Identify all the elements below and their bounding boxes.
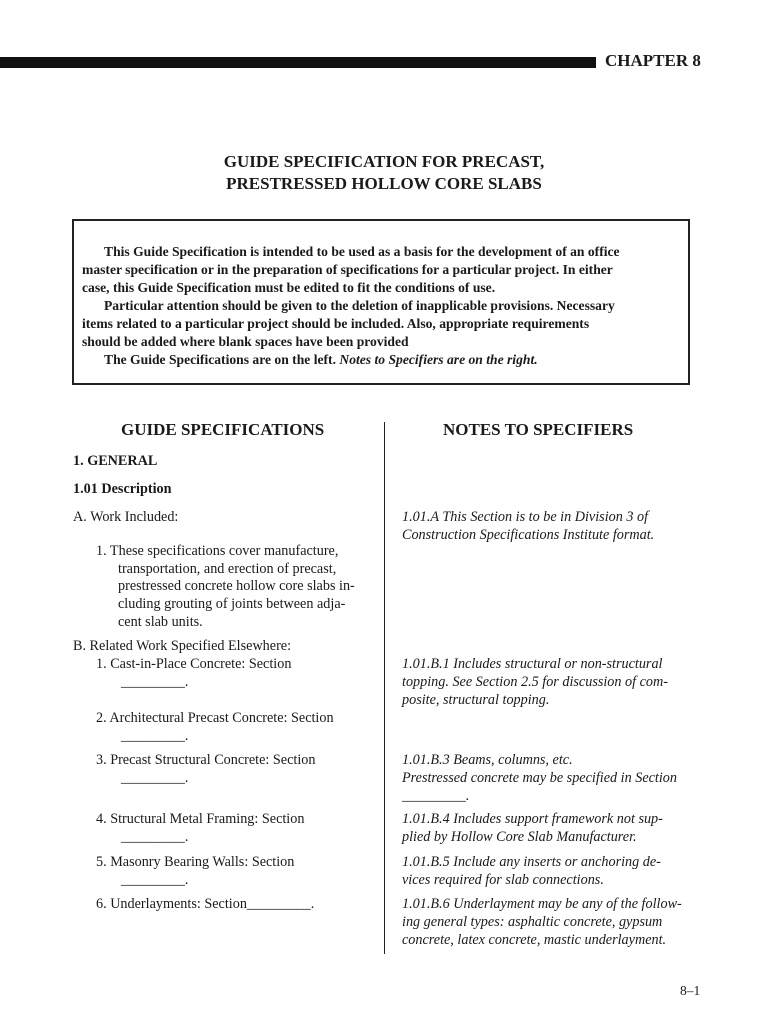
note-1-01a-line2: Construction Specifications Institute format.	[402, 527, 655, 543]
note-1-01b1-line2: topping. See Section 2.5 for discussion of com-	[402, 674, 668, 690]
note-1-01b3-line3: _________.	[402, 788, 470, 804]
intro-p2-line1: Particular attention should be given to the deletion of inapplicable provisions. Necessary	[104, 298, 615, 313]
intro-p2-line3: should be added where blank spaces have been provided	[82, 334, 409, 349]
chapter-rule	[0, 57, 596, 68]
chapter-label: CHAPTER 8	[605, 51, 701, 70]
intro-p1-line3: case, this Guide Specification must be edited to fit the conditions of use.	[82, 280, 496, 295]
note-1-01b5-line1: 1.01.B.5 Include any inserts or anchoring de-	[402, 854, 661, 870]
note-1-01b6-line1: 1.01.B.6 Underlayment may be any of the follow-	[402, 896, 682, 912]
title-line-2: PRESTRESSED HOLLOW CORE SLABS	[226, 174, 542, 193]
section-general: 1. GENERAL	[73, 453, 158, 469]
item-b1-line1: 1. Cast-in-Place Concrete: Section	[96, 656, 292, 672]
intro-p3	[82, 351, 682, 369]
item-b2-line1: 2. Architectural Precast Concrete: Section	[96, 710, 334, 726]
note-1-01b3-line1: 1.01.B.3 Beams, columns, etc.	[402, 752, 573, 768]
intro-p1-line1: This Guide Specification is intended to be used as a basis for the development of an office	[104, 244, 620, 259]
item-b4-line2: _________.	[121, 829, 189, 845]
item-b5-line2: _________.	[121, 872, 189, 888]
note-1-01b1-line3: posite, structural topping.	[402, 692, 550, 708]
note-1-01a-line1: 1.01.A This Section is to be in Division 3 of	[402, 509, 649, 525]
item-b-label: B. Related Work Specified Elsewhere:	[73, 638, 292, 654]
intro-p3-main: The Guide Specifications are on the left.	[104, 352, 336, 367]
item-b4-line1: 4. Structural Metal Framing: Section	[96, 811, 305, 827]
item-b6-line1: 6. Underlayments: Section_________.	[96, 896, 315, 912]
item-a1-line2: transportation, and erection of precast,	[118, 561, 337, 577]
note-1-01b6-line3: concrete, latex concrete, mastic underlayment.	[402, 932, 667, 948]
intro-p2-line2: items related to a particular project should be included. Also, appropriate requirements	[82, 316, 590, 331]
item-b3-line1: 3. Precast Structural Concrete: Section	[96, 752, 316, 768]
left-column-heading: GUIDE SPECIFICATIONS	[121, 420, 325, 439]
item-a-label: A. Work Included:	[73, 509, 179, 525]
intro-p3-italic: Notes to Specifiers are on the right.	[339, 352, 538, 367]
section-description: 1.01 Description	[73, 481, 172, 497]
note-1-01b3-line2: Prestressed concrete may be specified in Section	[402, 770, 677, 786]
item-a1-line4: cluding grouting of joints between adja-	[118, 596, 346, 612]
page-number: 8–1	[680, 983, 701, 998]
item-a1-line1: 1. These specifications cover manufacture,	[96, 543, 339, 559]
right-column-heading: NOTES TO SPECIFIERS	[443, 420, 634, 439]
item-b2-line2: _________.	[121, 728, 189, 744]
item-b3-line2: _________.	[121, 770, 189, 786]
note-1-01b6-line2: ing general types: asphaltic concrete, gypsum	[402, 914, 663, 930]
item-b5-line1: 5. Masonry Bearing Walls: Section	[96, 854, 295, 870]
note-1-01b5-line2: vices required for slab connections.	[402, 872, 604, 888]
column-divider	[384, 422, 385, 954]
note-1-01b4-line1: 1.01.B.4 Includes support framework not sup-	[402, 811, 663, 827]
intro-p1-line2: master specification or in the preparation of specifications for a particular project. In either	[82, 262, 613, 277]
title-line-1: GUIDE SPECIFICATION FOR PRECAST,	[223, 152, 545, 171]
note-1-01b1-line1: 1.01.B.1 Includes structural or non-structural	[402, 656, 663, 672]
note-1-01b4-line2: plied by Hollow Core Slab Manufacturer.	[402, 829, 637, 845]
item-a1-line3: prestressed concrete hollow core slabs in-	[118, 578, 355, 594]
item-b1-line2: _________.	[121, 674, 189, 690]
item-a1-line5: cent slab units.	[118, 614, 203, 630]
